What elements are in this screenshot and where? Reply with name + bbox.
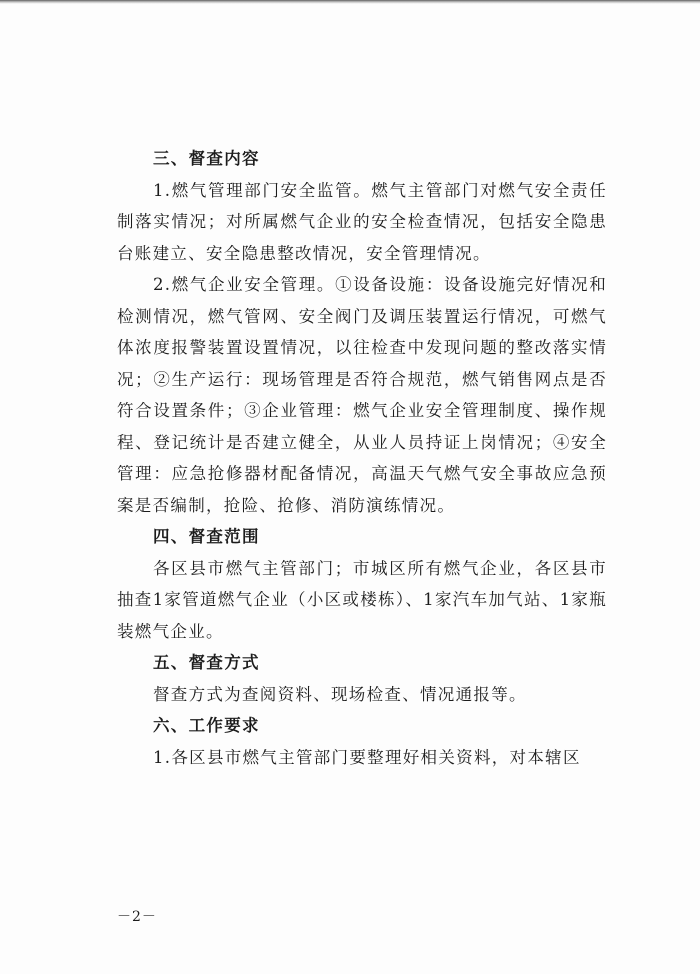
paragraph-work-requirement-1: 1.各区县市燃气主管部门要整理好相关资料，对本辖区 [153, 747, 581, 767]
paragraph-inspection-method: 督查方式为查阅资料、现场检查、情况通报等。 [153, 684, 527, 704]
page-number: －2－ [117, 909, 157, 925]
section-heading-work-requirements: 六、工作要求 [153, 716, 260, 735]
document-body [117, 143, 607, 773]
paragraph-inspection-scope: 各区县市燃气主管部门；市城区所有燃气企业，各区县市抽查1家管道燃气企业（小区或楼栋）、1家汽车加气站、1家瓶装燃气企业。 [117, 558, 607, 641]
paragraph-gas-enterprise-management: 2.燃气企业安全管理。①设备设施：设备设施完好情况和检测情况，燃气管网、安全阀门及调压装置运行情况，可燃气体浓度报警装置设置情况，以往检查中发现问题的整改落实情况；②生产运行：现场管理是否符合规范，燃气销售网点是否符合设置条件；③企业管理：燃气企业安全管理制度、操作规程、登记统计是否建立健全，从业人员持证上岗情况；④安全管理：应急抢修器材配备情况，高温天气燃气安全事故应急预案是否编制，抢险、抢修、消防演练情况。 [117, 275, 607, 515]
section-heading-inspection-method: 五、督查方式 [153, 653, 260, 672]
scan-top-edge [0, 0, 700, 4]
section-heading-inspection-scope: 四、督查范围 [153, 527, 260, 546]
section-heading-inspection-content: 三、督查内容 [153, 149, 260, 168]
paragraph-gas-dept-supervision: 1.燃气管理部门安全监管。燃气主管部门对燃气安全责任制落实情况；对所属燃气企业的安全检查情况，包括安全隐患台账建立、安全隐患整改情况，安全管理情况。 [117, 180, 607, 263]
